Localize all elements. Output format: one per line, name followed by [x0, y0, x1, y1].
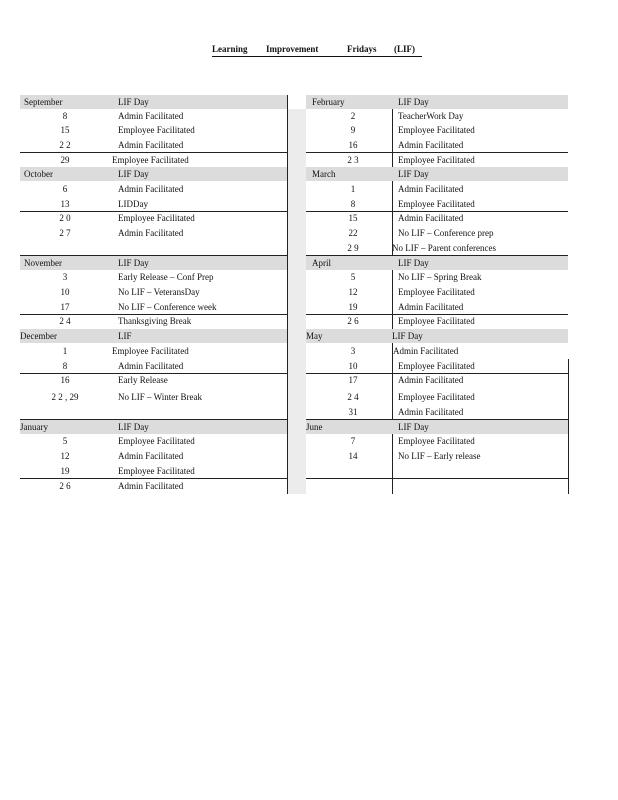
month-name: December — [20, 331, 57, 341]
event-text: Employee Facilitated — [398, 316, 475, 326]
schedule-row — [306, 123, 568, 137]
schedule-row — [306, 226, 568, 240]
schedule-row — [20, 182, 287, 196]
schedule-row — [20, 449, 287, 463]
title-word-1: Learning — [212, 44, 248, 54]
event-text: LIF Day — [118, 422, 149, 432]
date-cell: 10 — [348, 361, 358, 371]
event-text: Employee Facilitated — [398, 287, 475, 297]
date-cell: 31 — [348, 407, 358, 417]
month-name: September — [24, 97, 63, 107]
date-cell: 15 — [60, 125, 70, 135]
month-header — [20, 329, 287, 343]
date-cell: 2 4 — [347, 392, 359, 402]
schedule-row — [20, 270, 287, 284]
event-text: Employee Facilitated — [118, 213, 195, 223]
date-cell: 2 7 — [59, 228, 71, 238]
event-text: Thanksgiving Break — [118, 316, 192, 326]
date-cell: 2 3 — [347, 155, 359, 165]
schedule-row — [306, 434, 568, 448]
event-text: No LIF – Conference prep — [398, 228, 494, 238]
event-text: Admin Facilitated — [398, 375, 464, 385]
event-text: Employee Facilitated — [118, 436, 195, 446]
month-name: March — [312, 169, 336, 179]
date-cell: 19 — [60, 466, 70, 476]
column-gap-shading — [288, 109, 306, 494]
schedule-row — [306, 182, 568, 196]
month-header — [306, 167, 568, 181]
schedule-row — [306, 109, 568, 123]
schedule-row — [20, 344, 287, 358]
schedule-row — [20, 434, 287, 448]
event-text: Admin Facilitated — [398, 302, 464, 312]
schedule-row — [306, 314, 568, 328]
date-cell: 19 — [348, 302, 358, 312]
date-cell: 2 0 — [59, 213, 71, 223]
event-text: LIF — [118, 331, 132, 341]
month-name: May — [306, 331, 323, 341]
event-text: Employee Facilitated — [398, 392, 475, 402]
schedule-row — [306, 153, 568, 167]
event-text: No LIF – Early release — [398, 451, 481, 461]
date-cell: 3 — [350, 346, 356, 356]
date-cell: 13 — [60, 199, 70, 209]
month-header — [20, 95, 287, 109]
event-text: Admin Facilitated — [118, 140, 184, 150]
schedule-row — [20, 373, 287, 387]
date-cell: 2 2 — [59, 140, 71, 150]
event-text: Employee Facilitated — [118, 466, 195, 476]
date-cell: 12 — [60, 451, 70, 461]
event-text: No LIF – Spring Break — [398, 272, 482, 282]
date-cell: 2 4 — [59, 316, 71, 326]
date-cell: 2 — [350, 111, 356, 121]
date-cell: 14 — [348, 451, 358, 461]
document-title — [212, 44, 422, 57]
date-cell: 1 — [350, 184, 356, 194]
event-text: LIDDay — [118, 199, 148, 209]
schedule-row — [306, 300, 568, 315]
schedule-row — [20, 464, 287, 479]
schedule-row — [20, 300, 287, 315]
date-cell: 2 6 — [59, 481, 71, 491]
event-text: LIF Day — [118, 258, 149, 268]
event-text: Early Release — [118, 375, 168, 385]
date-cell: 10 — [60, 287, 70, 297]
event-text: Employee Facilitated — [118, 125, 195, 135]
event-text: Admin Facilitated — [398, 213, 464, 223]
schedule-row — [306, 405, 568, 420]
schedule-row — [306, 479, 568, 493]
title-word-4: (LIF) — [394, 44, 415, 54]
event-text: TeacherWork Day — [398, 111, 464, 121]
event-text: Employee Facilitated — [112, 346, 189, 356]
event-text: Admin Facilitated — [393, 346, 459, 356]
schedule-row — [20, 109, 287, 123]
date-cell: 2 9 — [347, 243, 359, 253]
month-header — [20, 256, 287, 270]
event-text: Admin Facilitated — [398, 184, 464, 194]
event-text: LIF Day — [118, 169, 149, 179]
date-cell: 8 — [350, 199, 356, 209]
date-cell: 3 — [62, 272, 68, 282]
date-cell: 2 2 , 29 — [51, 392, 79, 402]
schedule-row — [306, 138, 568, 153]
event-text: Admin Facilitated — [398, 407, 464, 417]
date-cell: 5 — [350, 272, 356, 282]
event-text: Employee Facilitated — [398, 361, 475, 371]
date-cell: 5 — [62, 436, 68, 446]
schedule-row — [20, 390, 287, 404]
divider-right-edge — [568, 359, 569, 494]
date-cell: 6 — [62, 184, 68, 194]
title-word-3: Fridays — [347, 44, 377, 54]
month-name: October — [24, 169, 53, 179]
schedule-row — [20, 123, 287, 137]
month-header — [306, 95, 568, 109]
schedule-row — [306, 449, 568, 463]
schedule-row — [306, 390, 568, 404]
month-header — [306, 329, 568, 343]
event-text: Employee Facilitated — [398, 436, 475, 446]
schedule-row — [306, 285, 568, 299]
event-text: No LIF – VeteransDay — [118, 287, 200, 297]
month-name: June — [306, 422, 323, 432]
event-text: No LIF – Conference week — [118, 302, 217, 312]
event-text: Admin Facilitated — [118, 184, 184, 194]
date-cell: 12 — [348, 287, 358, 297]
date-cell: 2 6 — [347, 316, 359, 326]
schedule-row — [20, 226, 287, 240]
event-text: LIF Day — [398, 422, 429, 432]
schedule-row — [20, 138, 287, 153]
schedule-row — [20, 241, 287, 256]
date-cell: 17 — [348, 375, 358, 385]
event-text: No LIF – Winter Break — [118, 392, 202, 402]
date-cell: 16 — [60, 375, 70, 385]
date-cell: 17 — [60, 302, 70, 312]
schedule-row — [20, 479, 287, 493]
schedule-row — [20, 285, 287, 299]
schedule-row — [306, 344, 568, 358]
event-text: LIF Day — [398, 258, 429, 268]
event-text: Employee Facilitated — [398, 125, 475, 135]
schedule-row — [20, 153, 287, 167]
event-text: Admin Facilitated — [118, 361, 184, 371]
event-text: Admin Facilitated — [118, 451, 184, 461]
event-text: Early Release – Conf Prep — [118, 272, 214, 282]
schedule-row — [20, 359, 287, 374]
date-cell: 9 — [350, 125, 356, 135]
schedule-row — [306, 464, 568, 479]
schedule-row — [20, 314, 287, 328]
schedule-row — [306, 241, 568, 256]
month-name: April — [312, 258, 331, 268]
month-name: January — [20, 422, 48, 432]
event-text: LIF Day — [398, 169, 429, 179]
date-cell: 7 — [350, 436, 356, 446]
title-word-2: Improvement — [266, 44, 319, 54]
date-cell: 16 — [348, 140, 358, 150]
month-header — [20, 167, 287, 181]
event-text: No LIF – Parent conferences — [392, 243, 496, 253]
month-header — [306, 256, 568, 270]
schedule-row — [20, 197, 287, 212]
event-text: Admin Facilitated — [118, 481, 184, 491]
event-text: Admin Facilitated — [118, 228, 184, 238]
event-text: Employee Facilitated — [112, 155, 189, 165]
event-text: Admin Facilitated — [398, 140, 464, 150]
event-text: LIF Day — [392, 331, 423, 341]
date-cell: 8 — [62, 361, 68, 371]
date-cell: 15 — [348, 213, 358, 223]
event-text: LIF Day — [398, 97, 429, 107]
event-text: Employee Facilitated — [398, 199, 475, 209]
schedule-row — [20, 211, 287, 225]
date-cell: 8 — [62, 111, 68, 121]
event-text: Admin Facilitated — [118, 111, 184, 121]
month-name: February — [312, 97, 345, 107]
schedule-row — [306, 373, 568, 387]
date-cell: 22 — [348, 228, 358, 238]
date-cell: 1 — [62, 346, 68, 356]
month-header — [20, 420, 287, 434]
schedule-row — [306, 211, 568, 225]
date-cell: 29 — [60, 155, 70, 165]
schedule-row — [20, 405, 287, 420]
month-name: November — [24, 258, 62, 268]
schedule-row — [306, 270, 568, 284]
schedule-row — [306, 197, 568, 212]
event-text: LIF Day — [118, 97, 149, 107]
month-header — [306, 420, 568, 434]
divider-left-inner — [287, 95, 288, 494]
schedule-row — [306, 359, 568, 374]
event-text: Employee Facilitated — [398, 155, 475, 165]
